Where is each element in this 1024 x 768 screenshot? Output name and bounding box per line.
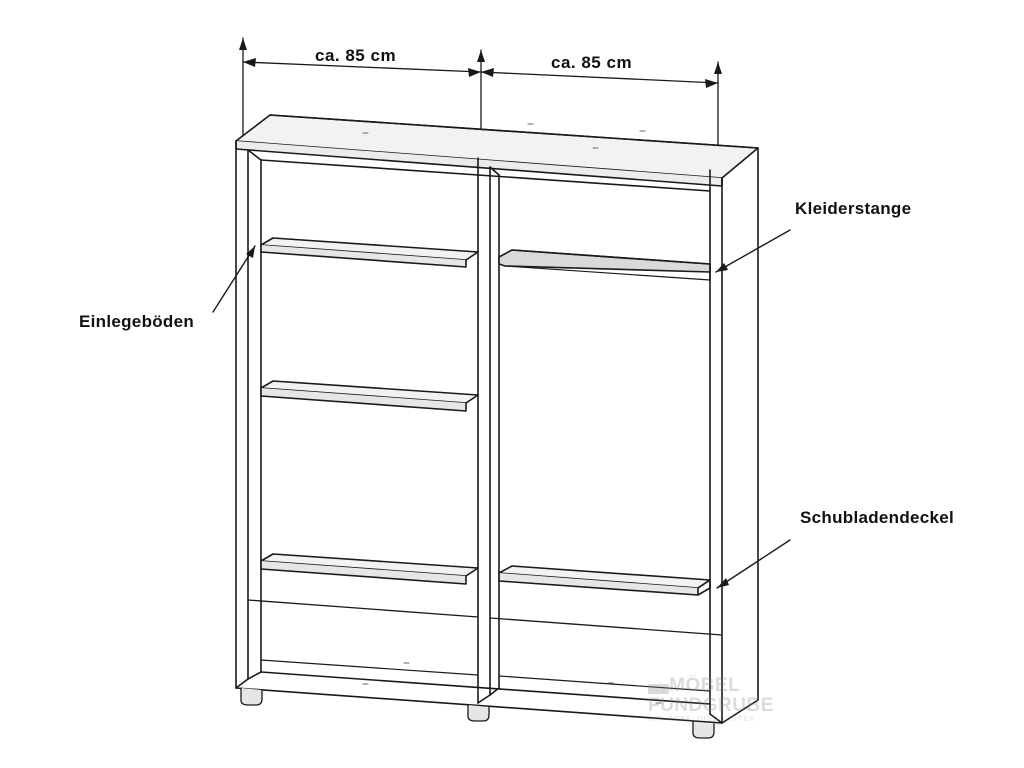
watermark-word-moebel: MÖBEL [669,675,741,696]
drawer-lid-left [261,554,478,584]
dimension-label-right-width: ca. 85 cm [551,53,633,72]
top-panel [236,115,758,186]
drawer-lid-right [499,566,710,595]
dowel-marks [363,124,661,703]
callout-label-schubladendeckel: Schubladendeckel [800,508,955,527]
callout-label-einlegeboeden: Einlegeböden [79,312,195,331]
carcass-outline [236,141,758,723]
dimension-label-left-width: ca. 85 cm [315,46,397,65]
watermark-subtitle: IHR MÖBELDISCOUNTER [648,716,756,723]
watermark-badge: Die [650,683,668,694]
watermark-word-fundgrube: FUNDGRUBE [648,695,774,716]
callout-leaders [213,230,790,588]
bottom-rails [248,600,722,691]
clothes-rail [499,250,710,280]
shelf-upper [261,238,478,267]
callout-label-kleiderstange: Kleiderstange [795,199,912,218]
shelf-middle [261,381,478,411]
center-divider [478,158,499,703]
